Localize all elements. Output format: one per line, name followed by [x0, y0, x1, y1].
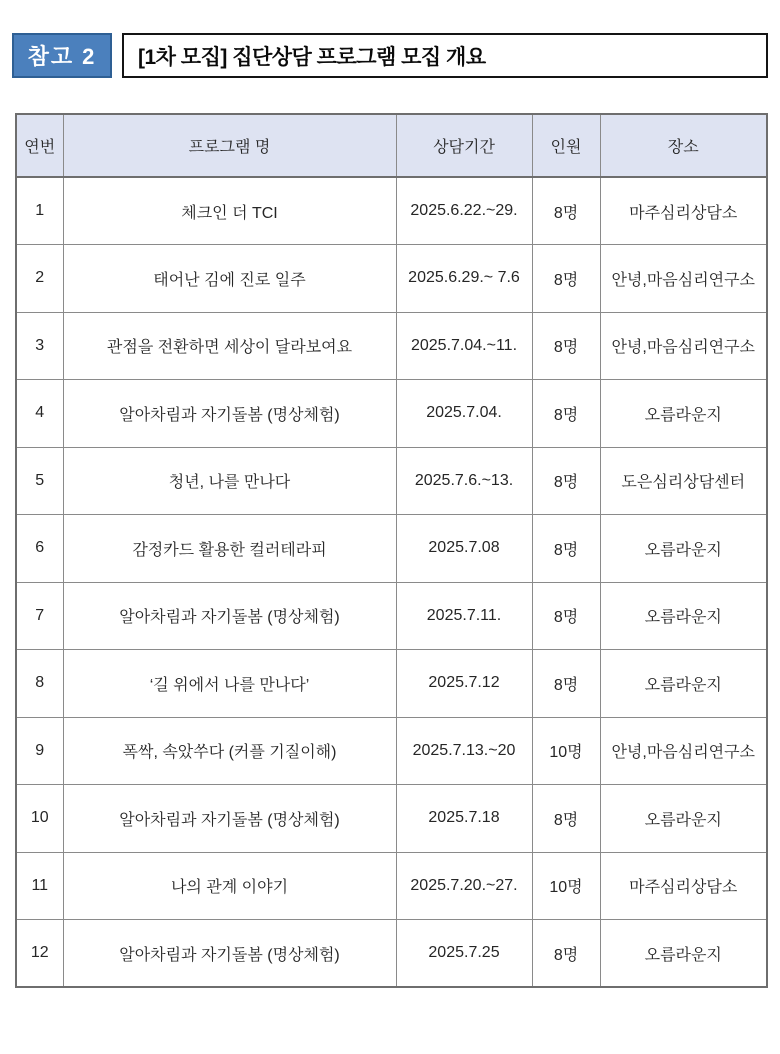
column-header-program: 프로그램 명	[63, 114, 396, 177]
cell-program: 관점을 전환하면 세상이 달라보여요	[63, 312, 396, 380]
cell-place: 안녕,마음심리연구소	[600, 717, 767, 785]
cell-period: 2025.7.04.	[396, 380, 532, 448]
cell-program: 알아차림과 자기돌봄 (명상체험)	[63, 582, 396, 650]
cell-no: 2	[16, 245, 63, 313]
cell-no: 11	[16, 852, 63, 920]
cell-place: 오름라운지	[600, 920, 767, 988]
cell-period: 2025.7.08	[396, 515, 532, 583]
cell-program: 체크인 더 TCI	[63, 177, 396, 245]
page-title: [1차 모집] 집단상담 프로그램 모집 개요	[138, 45, 486, 69]
cell-program: 폭싹, 속았쑤다 (커플 기질이해)	[63, 717, 396, 785]
cell-no: 10	[16, 785, 63, 853]
table-row	[16, 447, 767, 515]
cell-capacity: 8명	[532, 312, 600, 380]
program-table	[15, 113, 768, 988]
cell-period: 2025.7.6.~13.	[396, 447, 532, 515]
cell-capacity: 8명	[532, 920, 600, 988]
cell-capacity: 8명	[532, 245, 600, 313]
cell-program: 알아차림과 자기돌봄 (명상체험)	[63, 380, 396, 448]
cell-place: 마주심리상담소	[600, 852, 767, 920]
table-header-row	[16, 114, 767, 177]
cell-capacity: 8명	[532, 177, 600, 245]
table-row	[16, 177, 767, 245]
cell-program: 알아차림과 자기돌봄 (명상체험)	[63, 920, 396, 988]
cell-capacity: 8명	[532, 650, 600, 718]
cell-capacity: 8명	[532, 582, 600, 650]
cell-place: 오름라운지	[600, 515, 767, 583]
cell-place: 안녕,마음심리연구소	[600, 245, 767, 313]
cell-period: 2025.6.29.~ 7.6	[396, 245, 532, 313]
table-row	[16, 717, 767, 785]
cell-no: 1	[16, 177, 63, 245]
cell-program: 나의 관계 이야기	[63, 852, 396, 920]
document-header	[12, 33, 768, 78]
cell-program: 알아차림과 자기돌봄 (명상체험)	[63, 785, 396, 853]
document-page	[0, 33, 780, 988]
cell-period: 2025.7.20.~27.	[396, 852, 532, 920]
cell-capacity: 8명	[532, 380, 600, 448]
cell-place: 오름라운지	[600, 785, 767, 853]
cell-period: 2025.7.18	[396, 785, 532, 853]
cell-no: 8	[16, 650, 63, 718]
cell-place: 도은심리상담센터	[600, 447, 767, 515]
cell-no: 3	[16, 312, 63, 380]
cell-no: 12	[16, 920, 63, 988]
cell-no: 9	[16, 717, 63, 785]
cell-no: 4	[16, 380, 63, 448]
cell-period: 2025.6.22.~29.	[396, 177, 532, 245]
column-header-no: 연번	[16, 114, 63, 177]
cell-program: ‘길 위에서 나를 만나다’	[63, 650, 396, 718]
table-row	[16, 852, 767, 920]
cell-capacity: 8명	[532, 515, 600, 583]
cell-capacity: 10명	[532, 852, 600, 920]
column-header-place: 장소	[600, 114, 767, 177]
cell-capacity: 8명	[532, 785, 600, 853]
cell-program: 태어난 김에 진로 일주	[63, 245, 396, 313]
cell-no: 5	[16, 447, 63, 515]
cell-period: 2025.7.04.~11.	[396, 312, 532, 380]
cell-program: 청년, 나를 만나다	[63, 447, 396, 515]
table-row	[16, 312, 767, 380]
reference-badge: 참고 2	[12, 33, 112, 78]
cell-place: 마주심리상담소	[600, 177, 767, 245]
cell-place: 안녕,마음심리연구소	[600, 312, 767, 380]
cell-period: 2025.7.25	[396, 920, 532, 988]
cell-place: 오름라운지	[600, 582, 767, 650]
cell-period: 2025.7.12	[396, 650, 532, 718]
column-header-capacity: 인원	[532, 114, 600, 177]
cell-period: 2025.7.11.	[396, 582, 532, 650]
table-row	[16, 920, 767, 988]
cell-no: 6	[16, 515, 63, 583]
column-header-period: 상담기간	[396, 114, 532, 177]
table-row	[16, 650, 767, 718]
cell-place: 오름라운지	[600, 650, 767, 718]
table-row	[16, 785, 767, 853]
title-box	[122, 33, 768, 78]
cell-program: 감정카드 활용한 컬러테라피	[63, 515, 396, 583]
table-row	[16, 380, 767, 448]
table-row	[16, 582, 767, 650]
cell-no: 7	[16, 582, 63, 650]
cell-capacity: 10명	[532, 717, 600, 785]
cell-place: 오름라운지	[600, 380, 767, 448]
cell-period: 2025.7.13.~20	[396, 717, 532, 785]
table-row	[16, 515, 767, 583]
table-row	[16, 245, 767, 313]
cell-capacity: 8명	[532, 447, 600, 515]
